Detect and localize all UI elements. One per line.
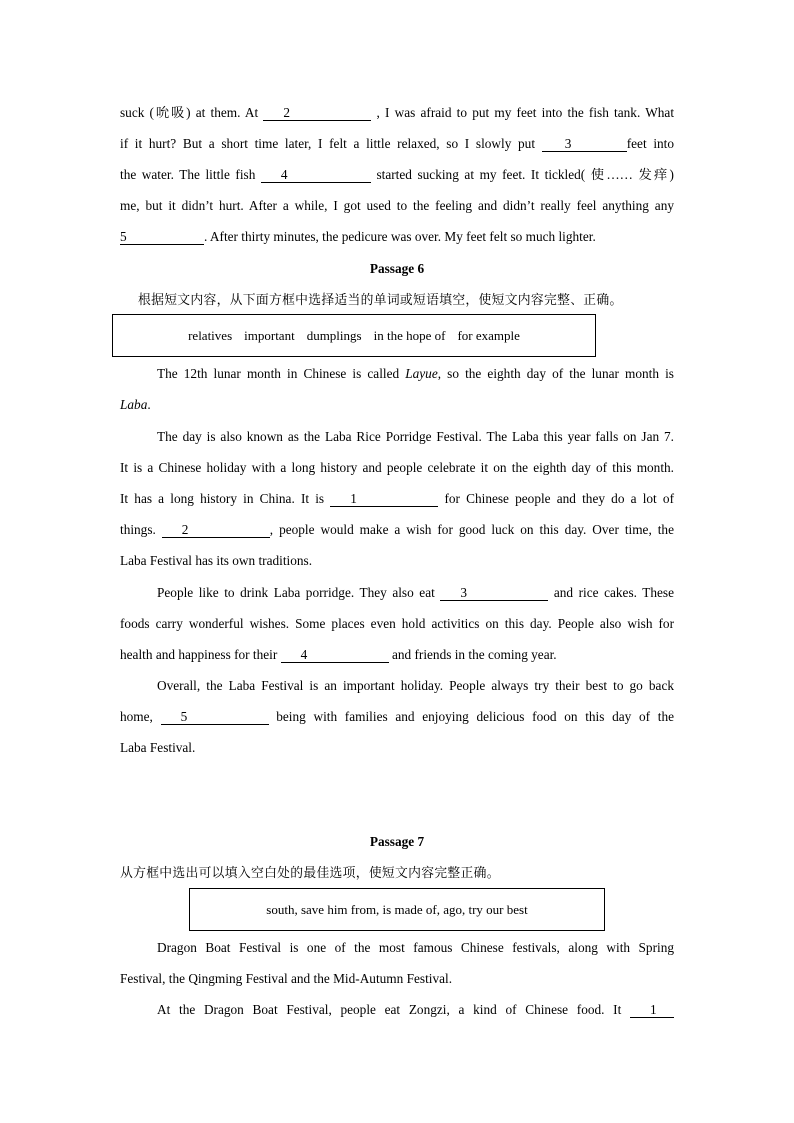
word-box-6 bbox=[112, 314, 596, 357]
p5-line-2: if it hurt? But a short time later, I felt a little relaxed, so I slowly put 3 feet into bbox=[120, 136, 675, 151]
p5-line-5: 5 . After thirty minutes, the pedicure was over. My feet felt so much lighter. bbox=[120, 229, 596, 244]
word-option: for example bbox=[457, 327, 520, 343]
p5-line-1: suck (吮吸) at them. At 2 , I was afraid to put my feet into the fish tank. What bbox=[120, 105, 675, 120]
blank-4[interactable]: 4 bbox=[261, 167, 371, 183]
p6-line-1: The 12th lunar month in Chinese is called Layue, so the eighth day of the lunar month is bbox=[157, 366, 674, 381]
p5-line-4: me, but it didn’t hurt. After a while, I got used to the feeling and didn’t really feel anything any bbox=[120, 198, 674, 213]
blank-2[interactable]: 2 bbox=[263, 105, 371, 121]
passage-7-title: Passage 7 bbox=[369, 834, 425, 849]
word-option: relatives bbox=[188, 327, 233, 343]
p6-line-4: It is a Chinese holiday with a long history and people celebrate it on the eighth day of this month. bbox=[120, 460, 674, 475]
p5-line-3: the water. The little fish 4 started sucking at my feet. It tickled( 使…… 发痒) bbox=[120, 167, 674, 182]
p6-line-13: Laba Festival. bbox=[120, 740, 196, 755]
p6-line-10: health and happiness for their 4 and friends in the coming year. bbox=[120, 647, 557, 662]
blank-1[interactable]: 1 bbox=[630, 1002, 674, 1018]
blank-3[interactable]: 3 bbox=[542, 136, 627, 152]
p6-line-12: home, 5 being with families and enjoying delicious food on this day of the bbox=[120, 709, 674, 724]
passage-7-instruction: 从方框中选出可以填入空白处的最佳选项，使短文内容完整正确。 bbox=[120, 866, 500, 881]
p6-line-8: People like to drink Laba porridge. They also eat 3 and rice cakes. These bbox=[157, 585, 674, 600]
blank-2[interactable]: 2 bbox=[162, 522, 270, 538]
p7-line-1: Dragon Boat Festival is one of the most famous Chinese festivals, along with Spring bbox=[157, 940, 674, 955]
p6-line-11: Overall, the Laba Festival is an important holiday. People always try their best to go back bbox=[157, 678, 674, 693]
blank-3[interactable]: 3 bbox=[440, 585, 548, 601]
blank-5[interactable]: 5 bbox=[161, 709, 269, 725]
blank-5[interactable]: 5 bbox=[120, 229, 204, 245]
p6-line-9: foods carry wonderful wishes. Some places even hold activitics on this day. People also wish for bbox=[120, 616, 674, 631]
blank-1[interactable]: 1 bbox=[330, 491, 438, 507]
word-option: important bbox=[244, 327, 295, 343]
p6-line-5: It has a long history in China. It is 1 for Chinese people and they do a lot of bbox=[120, 491, 674, 506]
p6-line-3: The day is also known as the Laba Rice Porridge Festival. The Laba this year falls on Jan 7. bbox=[157, 429, 674, 444]
blank-4[interactable]: 4 bbox=[281, 647, 389, 663]
p6-line-2: Laba. bbox=[120, 397, 151, 412]
p7-line-3: At the Dragon Boat Festival, people eat Zongzi, a kind of Chinese food. It 1 bbox=[157, 994, 674, 1025]
passage-6-title: Passage 6 bbox=[369, 261, 425, 276]
word-box-7: south, save him from, is made of, ago, try our best bbox=[189, 888, 605, 931]
p6-line-6: things. 2 , people would make a wish for good luck on this day. Over time, the bbox=[120, 522, 674, 537]
passage-6-instruction: 根据短文内容，从下面方框中选择适当的单词或短语填空，使短文内容完整、正确。 bbox=[138, 293, 623, 308]
word-option: in the hope of bbox=[373, 327, 446, 343]
p6-line-7: Laba Festival has its own traditions. bbox=[120, 553, 313, 568]
word-option: dumplings bbox=[306, 327, 362, 343]
p7-line-2: Festival, the Qingming Festival and the Mid-Autumn Festival. bbox=[120, 971, 453, 986]
